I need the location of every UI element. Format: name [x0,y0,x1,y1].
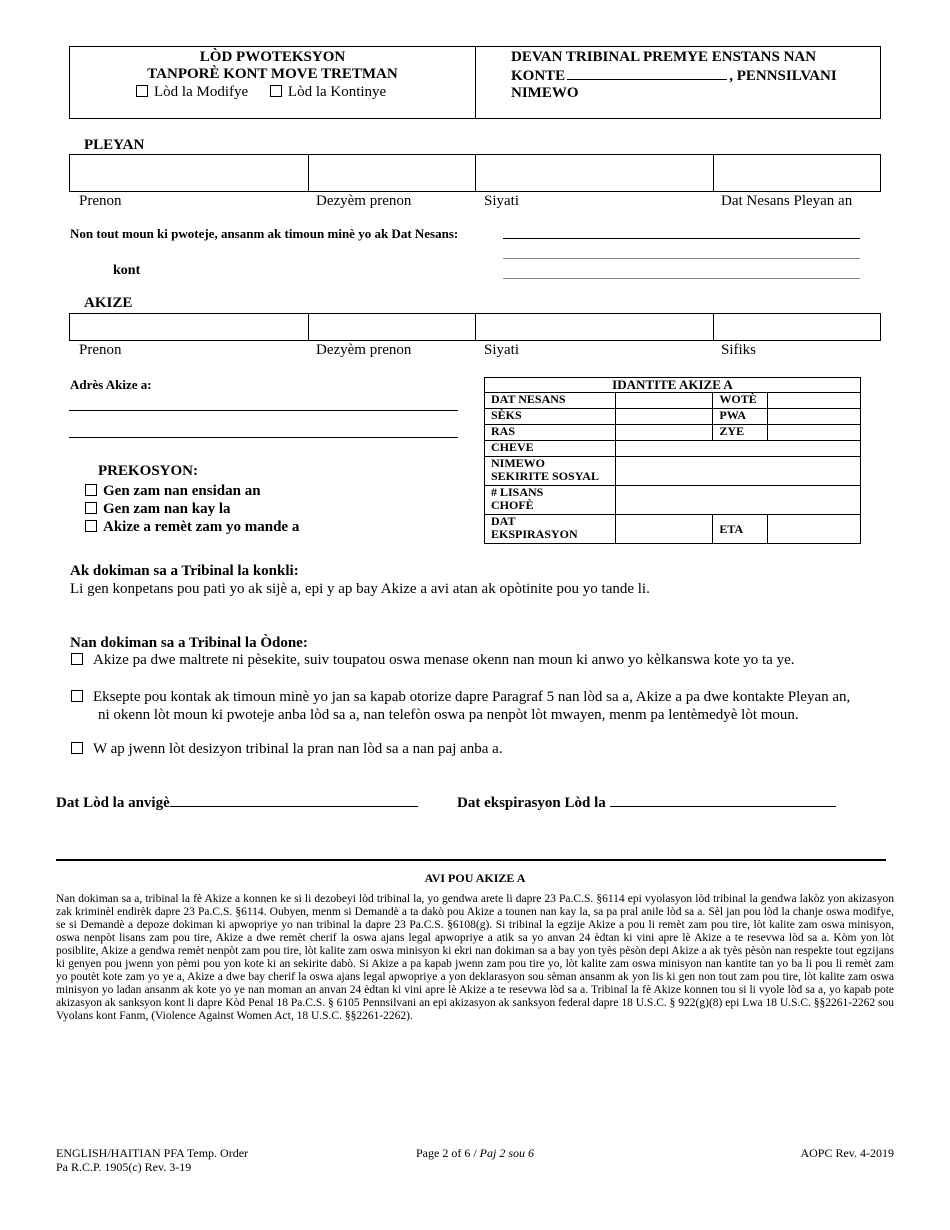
order-2-checkbox[interactable] [71,690,83,702]
ssn-label-1: NIMEWO [491,456,545,470]
continued-order-label: Lòd la Kontinye [287,84,387,100]
defendant-name-row [69,313,881,341]
plaintiff-middle-name-field[interactable] [308,155,476,191]
defendant-identity-table [484,377,861,544]
state-label: ETA [713,515,768,544]
protected-persons-label: Non tout moun ki pwoteje, ansanm ak timoun minè yo ak Dat Nesans: [70,226,459,241]
protected-persons-field-1[interactable] [503,238,860,239]
against-label: kont [113,263,141,278]
order-item-2 [71,688,850,724]
height-value[interactable] [768,393,861,409]
modified-order-checkbox[interactable] [136,85,148,97]
defendant-first-name-field[interactable] [70,314,309,340]
hair-value[interactable] [615,441,860,457]
order-effective-date-label: Dat Lòd la anvigè [56,795,170,811]
court-county-label: KONTE [511,68,566,84]
eyes-value[interactable] [768,425,861,441]
defendant-first-name-label: Prenon [79,342,122,358]
order-effective-date-field[interactable] [170,794,418,807]
docket-number-label: NIMEWO [511,85,579,101]
court-line-1: DEVAN TRIBINAL PREMYE ENSTANS NAN [511,49,817,65]
state-value[interactable] [768,515,861,544]
defendant-address-label: Adrès Akize a: [70,377,152,392]
plaintiff-name-row [69,154,881,192]
plaintiff-first-name-field[interactable] [70,155,309,191]
plaintiff-last-name-label: Siyati [484,193,520,209]
caution-weapon-home-checkbox[interactable] [85,502,97,514]
notice-title: AVI POU AKIZE A [424,871,526,885]
expiration-label-2: EKSPIRASYON [491,527,578,541]
dob-value[interactable] [615,393,713,409]
ssn-value[interactable] [615,457,860,486]
plaintiff-section-title: PLEYAN [84,137,145,153]
notice-divider [56,859,886,861]
footer-rule-ref: Pa R.C.P. 1905(c) Rev. 3-19 [56,1160,192,1174]
order-item-1 [71,652,794,669]
order-2-text-line-2: ni okenn lòt moun ki pwoteje anba lòd sa a, nan telefòn oswa pa nenpòt lòt mwayen, menm pa lentèmedyè lòt moun. [98,707,799,723]
license-label [485,486,616,515]
header-box [69,46,881,119]
sex-value[interactable] [615,409,713,425]
order-1-text: Akize pa dwe maltrete ni pèsekite, suiv toupatou oswa menase okenn nan moun ki anwo yo kèlkanswa kote yo ta ye. [93,652,795,668]
plaintiff-dob-label: Dat Nesans Pleyan an [721,193,853,209]
defendant-section-title: AKIZE [84,295,133,311]
defendant-middle-name-label: Dezyèm prenon [316,342,412,358]
defendant-last-name-label: Siyati [484,342,520,358]
defendant-address-field-1[interactable] [69,410,458,411]
order-expiration-date-field[interactable] [610,794,836,807]
footer-revision: AOPC Rev. 4-2019 [800,1146,894,1160]
ssn-label-2: SEKIRITE SOSYAL [491,469,599,483]
defendant-address-field-2[interactable] [69,437,458,438]
weight-value[interactable] [768,409,861,425]
caution-item [85,482,299,500]
caution-weapon-incident-checkbox[interactable] [85,484,97,496]
plaintiff-dob-field[interactable] [713,155,880,191]
order-expiration-date-label: Dat ekspirasyon Lòd la [457,795,606,811]
defendant-suffix-label: Sifiks [721,342,757,358]
caution-label: Gen zam nan kay la [103,501,231,517]
caution-label: Gen zam nan ensidan an [103,483,261,499]
caution-weapons-surrendered-checkbox[interactable] [85,520,97,532]
protected-persons-field-3[interactable] [503,278,860,279]
expiration-value[interactable] [615,515,713,544]
orders-title: Nan dokiman sa a Tribinal la Òdone: [70,635,308,651]
plaintiff-middle-name-label: Dezyèm prenon [316,193,412,209]
notice-text: Nan dokiman sa a, tribinal la fè Akize a konnen ke si li dezobeyi lòd tribinal la, yo gendwa arete li dapre 23 Pa.C.S. §6114 epi vyolasyon lòd tribinal la gendwa lakòz yon akizasyon zak kriminèl endirèk dapre 23 Pa.C.S. §6114. Oubyen, menm si Demandè a ta dakò pou Akize a tounen nan kay la, sa pa pral anile lòd sa a. Sèl jan pou lòd la chanje oswa modifye, se si Demandè a depoze dokiman ki apwopriye yo nan tribinal la dapre 23 Pa.C.S. §6108(g). Si tribinal la egzije Akize a pou li remèt zam pou tire, lòt kalite zam oswa minisyon, oswa nenpòt lisans zam pou tire, Akize a dwe remèt cherif la oswa ajans legal apwopriye a atik sa yo anvan 24 èdtan ki vini apre lè Akize a te resevwa lòd sa a. Kòm yon lòt posiblite, Akize a gendwa remèt nenpòt zam pou tire, lòt kalite zam oswa minisyon ki ekri nan dokiman sa a bay yon tyès pèsòn depi Akize a ak tyès pèsòn nan respekte tout egzijans ki genyen pou jwenn yon pèmi pou yon kote ki an sekirite dabò. Si Akize a pa kapab jwenn zam pou tire yo, lòt kalite zam oswa minisyon nan kantite tan yo ba li pou li remèt zam yo poutèt kote zam yo ye a, Akize a dwe bay cherif la oswa ajans legal apwopriye a yon deklarasyon sou sèman ansanm ak yon lis ki gen non tout zam pou tire, lòt kalite zam oswa minisyon yo ladan ansanm ak kote yo ye nan moman an anvan 24 èdtan ki vini apre lè Akize a te resevwa lòd sa a. Tribinal la fè Akize konnen tou si li vyole lòd sa a, yo kapab pote akizasyon ak sanksyon kont li dapre Kòd Penal 18 Pa.C.S. § 6105 Pennsilvani an epi akizasyon ak sanksyon federal dapre 18 U.S.C. § 922(g)(8) epi Lwa 18 U.S.C. §§2261-2262 sou Vyolans kont Fanm, (Violence Against Women Act, 18 U.S.C. §§2261-2262). [56,893,894,1022]
county-field[interactable] [567,66,727,80]
protected-persons-field-2[interactable] [503,258,860,259]
findings-text: Li gen konpetans pou pati yo ak sijè a, epi y ap bay Akize a avi atan ak opòtinite pou yo tande li. [70,581,650,597]
license-label-2: CHOFÈ [491,498,534,512]
order-1-checkbox[interactable] [71,653,83,665]
continued-order-checkbox[interactable] [270,85,282,97]
caution-item [85,518,299,536]
page-number-creole: Paj 2 sou 6 [479,1146,534,1160]
court-state-label: , PENNSILVANI [729,68,837,84]
plaintiff-last-name-field[interactable] [475,155,714,191]
dob-label: DAT NESANS [485,393,616,409]
defendant-middle-name-field[interactable] [308,314,476,340]
order-3-text: W ap jwenn lòt desizyon tribinal la pran nan lòd sa a nan paj anba a. [93,741,503,757]
modified-order-label: Lòd la Modifye [154,84,249,100]
findings-title: Ak dokiman sa a Tribinal la konkli: [70,563,299,579]
caution-label: Akize a remèt zam yo mande a [103,519,300,535]
order-3-checkbox[interactable] [71,742,83,754]
weight-label: PWA [713,409,768,425]
footer-form-name: ENGLISH/HAITIAN PFA Temp. Order [56,1146,249,1160]
ssn-label [485,457,616,486]
order-title-line-1: LÒD PWOTEKSYON [199,49,346,65]
order-title-line-2: TANPORÈ KONT MOVE TRETMAN [147,66,398,82]
identity-table-title: IDANTITE AKIZE A [485,378,861,393]
plaintiff-first-name-label: Prenon [79,193,122,209]
hair-label: CHEVE [485,441,616,457]
race-label: RAS [485,425,616,441]
order-item-3 [71,741,503,758]
order-2-text-line-1: Eksepte pou kontak ak timoun minè yo jan sa kapab otorize dapre Paragraf 5 nan lòd sa a, Akize a pa dwe kontakte Pleyan an, [93,689,851,705]
eyes-label: ZYE [713,425,768,441]
expiration-label-1: DAT [491,514,516,528]
defendant-last-name-field[interactable] [475,314,714,340]
license-value[interactable] [615,486,860,515]
header-divider [475,47,476,118]
race-value[interactable] [615,425,713,441]
page-number-english: Page 2 of 6 / [416,1146,480,1160]
height-label: WOTÈ [713,393,768,409]
caution-item [85,500,299,518]
expiration-label [485,515,616,544]
sex-label: SÈKS [485,409,616,425]
cautions-title: PREKOSYON: [98,463,199,479]
license-label-1: # LISANS [491,485,544,499]
defendant-suffix-field[interactable] [713,314,880,340]
